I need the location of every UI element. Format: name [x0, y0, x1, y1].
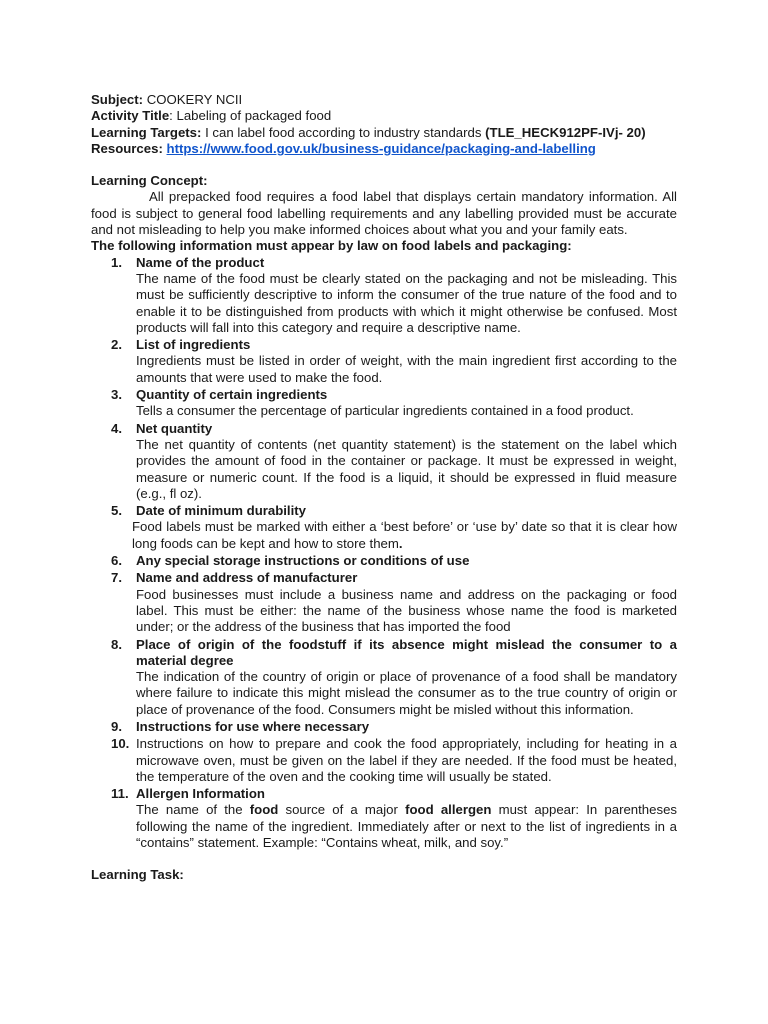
list-item-3 [91, 387, 677, 420]
activity-line [91, 108, 677, 124]
item-number: 7. [111, 570, 122, 586]
item-title: Instructions for use where necessary [136, 718, 370, 734]
item-title: List of ingredients [136, 337, 251, 353]
item-title: Place of origin of the foodstuff if its absence might mislead the consumer to a material degree [136, 636, 677, 668]
targets-line [91, 125, 677, 141]
item-number: 10. [111, 736, 130, 752]
resources-line [91, 141, 677, 157]
item-number: 5. [111, 503, 122, 519]
item-number: 3. [111, 387, 122, 403]
item-text: Food businesses must include a business name and address on the packaging or food label. This must be either: the name of the business whose name the food is marketed under; or the address of the business that has imported the food [136, 586, 677, 635]
item-text: Tells a consumer the percentage of particular ingredients contained in a food product. [136, 403, 634, 419]
list-item-11 [91, 786, 677, 851]
mandatory-info-list [91, 255, 677, 852]
spacer [91, 157, 677, 173]
item-text: The name of the food source of a major food allergen must appear: In parentheses following the name of the ingredient. Immediately after or next to the list of ingredients in a “contains” statement. Example: “Contains wheat, milk, and soy.” [136, 802, 677, 851]
subject-value: COOKERY NCII [146, 92, 243, 107]
item-number: 9. [111, 718, 122, 734]
law-heading: The following information must appear by law on food labels and packaging: [91, 238, 572, 254]
item-number: 2. [111, 337, 122, 353]
item-title: Allergen Information [136, 786, 265, 802]
item-title: Quantity of certain ingredients [136, 387, 328, 403]
document-page [91, 92, 677, 884]
item-title: Name of the product [136, 254, 265, 270]
resources-link[interactable]: https://www.food.gov.uk/business-guidance/packaging-and-labelling [166, 140, 596, 156]
targets-label: Learning Targets: [91, 124, 202, 140]
list-item-4 [91, 421, 677, 502]
resources-label: Resources: [91, 140, 163, 156]
list-item-1 [91, 255, 677, 336]
targets-value: I can label food according to industry standards [205, 124, 482, 140]
item-title: Any special storage instructions or conditions of use [136, 553, 470, 569]
concept-body: All prepacked food requires a food label that displays certain mandatory information. All food is subject to general food labelling requirements and any labelling provided must be accurate and not misleading to help you make informed choices about what you and your family eats. [91, 189, 677, 238]
item-text: The net quantity of contents (net quantity statement) is the statement on the label which provides the amount of food in the container or package. It must be expressed in weight, measure or numeric count. If the food is a liquid, it should be expressed in fluid measure (e.g., fl oz). [136, 436, 677, 501]
item-number: 11. [111, 786, 129, 802]
item-number: 8. [111, 636, 122, 652]
list-item-8 [91, 637, 677, 718]
item-title: Date of minimum durability [136, 503, 306, 519]
targets-code: (TLE_HECK912PF-IVj- 20) [485, 124, 646, 140]
item-text: Food labels must be marked with either a ‘best before’ or ‘use by’ date so that it is clear how long foods can be kept and how to store them. [132, 519, 677, 551]
item-text: Ingredients must be listed in order of weight, with the main ingredient first according to the amounts that were used to make the food. [136, 353, 677, 385]
list-item-6 [91, 553, 677, 569]
activity-value: : Labeling of packaged food [169, 108, 332, 124]
item-text: Instructions on how to prepare and cook the food appropriately, including for heating in a microwave oven, must be given on the label if they are needed. If the food must be heated, the temperature of the oven and the cooking time will usually be stated. [136, 736, 677, 784]
activity-label: Activity Title [91, 108, 170, 124]
list-item-9 [91, 719, 677, 735]
item-title: Name and address of manufacturer [136, 570, 358, 586]
item-number: 4. [111, 420, 122, 436]
list-item-5 [91, 503, 677, 552]
concept-heading: Learning Concept: [91, 173, 208, 189]
list-item-7 [91, 570, 677, 635]
task-heading: Learning Task: [91, 867, 184, 883]
item-text: The name of the food must be clearly stated on the packaging and not be misleading. This must be sufficiently descriptive to inform the consumer of the true nature of the food and to enable it to be distinguished from products with which it might otherwise be confused. Most products will fall into this category and require a descriptive name. [136, 270, 677, 335]
list-item-2 [91, 337, 677, 386]
item-number: 6. [111, 553, 122, 569]
item-number: 1. [111, 254, 122, 270]
item-text: The indication of the country of origin or place of provenance of a food shall be mandatory where failure to indicate this might mislead the consumer as to the true country of origin or place of provenance of the food. Consumers might be misled without this information. [136, 669, 677, 717]
list-item-10 [91, 736, 677, 785]
subject-label: Subject: [91, 92, 144, 107]
item-title: Net quantity [136, 420, 213, 436]
subject-line [91, 92, 677, 108]
